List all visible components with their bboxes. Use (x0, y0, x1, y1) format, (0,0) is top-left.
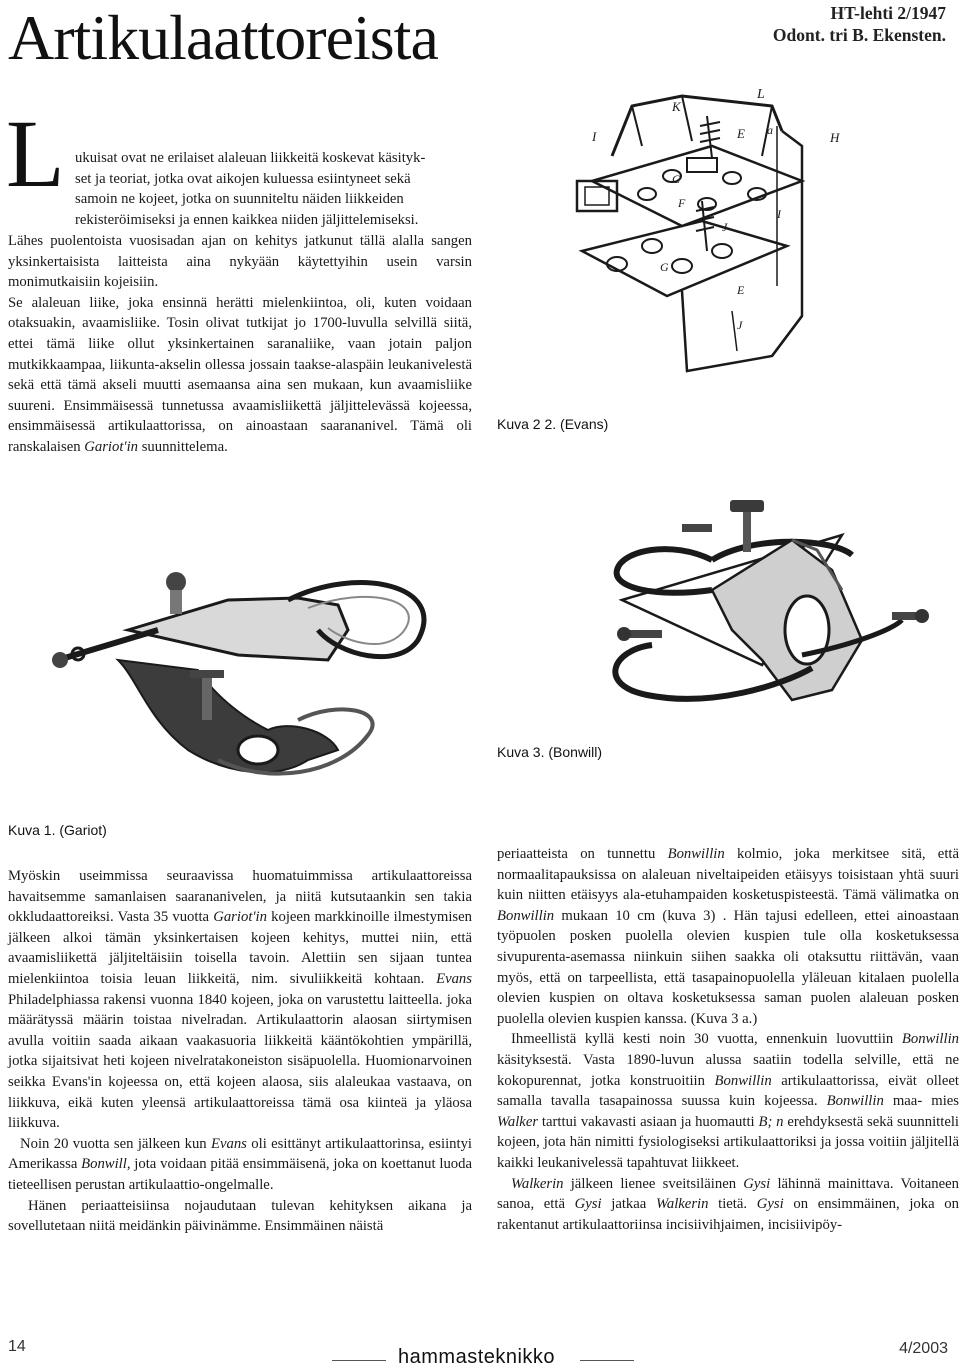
left-column (8, 866, 472, 1237)
name-bonwill: Bonwill, (81, 1156, 131, 1173)
text-run: lähinnä mainittava. Voitaneen sanoa, että (497, 1175, 959, 1213)
name-walker: Walker (497, 1113, 539, 1130)
intro-line: set ja teoriat, jotka ovat aikojen kuluessa esiintyneet sekä (75, 170, 411, 187)
left-paragraph-2 (8, 1134, 472, 1196)
text-run: Noin 20 vuotta sen jälkeen kun (20, 1135, 211, 1152)
issue-line-author: Odont. tri B. Ekensten. (772, 25, 946, 45)
name-bonwill: Bonwillin (901, 1031, 959, 1048)
name-bonwill: Bonwillin (667, 846, 725, 862)
text-run: on ensimmäinen, joka on rakentanut artikulaattoriinsa incisiivihjaimen, incisiivipöy- (497, 1196, 959, 1233)
text-run: Philadelphiassa rakensi vuonna 1840 kojeen, joka on varustettu laitteella. joka määrätyssä määrin toistaa nivelradan. Artikulaattorin alaosan siirtymisen avulla voitiin saada aikaan vaakasuoria liikkeitä kääntökohtien ympärillä, jotka sijaitsivat heti kojeen nivelratakoneiston sisäpuolella. Huomionarvoinen seikka Evans'in kojeessa on, että kojeen alaosa, siis alaleukaa vastaava, on liikkuva, eikä kuten yleensä artikulaattoreissa tämä osa kiinteä ja yläosa liikkuva. (8, 991, 472, 1132)
fig2-label: L (757, 87, 765, 102)
name-bonwill: Bonwillin (826, 1093, 884, 1110)
text-run: jatkaa (601, 1196, 656, 1213)
name-gysi: Gysi (756, 1196, 784, 1213)
name-gysi: Gysi (743, 1175, 771, 1192)
intro-line: rekisteröimiseksi ja ennen kaikkea niiden jäljittelemiseksi. (75, 211, 419, 228)
text-run: kojeen markkinoille ilmestymisen jälkeen alkoi tämän yksinkertaisen kojeen kehitys, muttei niin, että avaamisliikettä jäljiteltäisiin toisella tavoin. Alettiin sen sijaan tuntea mielenkiintoa toisia leuan liikkeitä, nim. sivuliikkeitä kohtaan. (8, 909, 472, 987)
intro-paragraph-1-rest: Lähes puolentoista vuosisadan ajan on kehitys jatkunut tällä alalla sangen yksinkertaisista laitteista aina nykyään käytettyihin usein varsin monimutkaisiin kojeisiin. (8, 233, 472, 291)
intro-indented-lines (75, 148, 472, 230)
name-gysi: Gysi (574, 1196, 602, 1213)
name-walker: Walkerin (655, 1196, 709, 1213)
fig2-label: F (678, 196, 686, 210)
fig2-label: E (737, 283, 745, 297)
name-walker: Walkerin (511, 1175, 564, 1192)
name-bonwill: Bonwillin (497, 907, 555, 924)
text-run: kolmio, joka merkitsee sitä, että normaalitapauksissa on alaleuan niveltaipeiden etäisyys toisistaan yhtä suuri kuin niitten etäisyys ala-etuhampaiden kosketuspisteestä. Tämä välimatka on (497, 846, 960, 904)
fig2-label: C (672, 172, 681, 186)
intro-body (8, 231, 472, 458)
drop-cap: L (6, 100, 65, 207)
magazine-logo: hammasteknikko (398, 1346, 556, 1368)
text-run: jota voidaan pitää ensimmäisenä, joka on koettanut luoda tieteellisen perustan artikulaattio-ongelmalle. (8, 1156, 472, 1193)
text-run: käsityksestä. Vasta 1890-luvun alussa saatiin todella selville, että ne kokopurennat, jotka konstruoitiin (497, 1051, 959, 1089)
text-run: periaatteista on tunnettu (497, 846, 668, 862)
name-bonwill: Bonwillin (714, 1072, 772, 1089)
name-evans: Evans (211, 1135, 247, 1152)
text-run: Ihmeellistä kyllä kesti noin 30 vuotta, ennenkuin luovuttiin (511, 1031, 902, 1048)
text-run: jälkeen lienee sveitsiläinen (563, 1175, 744, 1192)
figure-bonwill-articulator (562, 480, 954, 738)
footer-rule-left (332, 1360, 386, 1361)
right-column (497, 844, 959, 1235)
fig2-label: J (737, 318, 743, 332)
right-paragraph-3 (497, 1174, 959, 1236)
fig2-label: I (592, 129, 597, 144)
text-run: suunnittelema. (138, 438, 228, 455)
text-run: mukaan 10 cm (kuva 3) . Hän tajusi edelleen, ettei ainoastaan työpuolen posken puolella olevien kuspien tule olla kosketuksessa sivupurenta-asemassa niinkuin siihen saakka oli otaksuttu riittävän, vaan myös, että on tarpeellista, että tasapainopuolella yläleuan kitalaen puolella olevien kuspien on oltava kosketuksessa saman puolen alaleuan posken puolella olevien kuspien kanssa. (Kuva 3 a.) (497, 907, 959, 1027)
text-run: erehdyksestä sekä suunnitteli kojeen, jota hän nimitti fysiologiseksi artikulaattoriksi ja jossa voitiin jäljitellä kaikki leukanivelessä tapahtuvat liikkeet. (497, 1113, 959, 1171)
name-bonwill-abbrev: B; n (758, 1113, 784, 1130)
fig2-label: J (722, 220, 728, 234)
right-paragraph-2 (497, 1029, 959, 1173)
text-run: maa- mies (883, 1093, 960, 1110)
footer-rule-right (580, 1360, 634, 1361)
fig2-label: E (737, 126, 745, 141)
issue-info (773, 2, 946, 46)
intro-line: samoin ne kojeet, jotka on suunniteltu näiden liikkeiden (75, 191, 404, 208)
name-gariot: Gariot'in (213, 909, 267, 926)
figure-gariot-articulator (38, 560, 530, 800)
figure-3-caption: Kuva 3. (Bonwill) (497, 744, 603, 760)
text-run: tietä. (708, 1196, 757, 1213)
left-paragraph-1 (8, 866, 472, 1134)
fig2-label: a (767, 123, 773, 137)
figure-2-caption: Kuva 2 2. (Evans) (497, 416, 609, 432)
figure-evans-articulator (572, 86, 868, 402)
left-paragraph-3: Hänen periaatteisiinsa nojaudutaan tulevan kehityksen aikana ja sovellutetaan niitä meidänkin päivinämme. Ensimmäinen näistä (8, 1197, 472, 1235)
figure-1-caption: Kuva 1. (Gariot) (8, 822, 107, 838)
article-title: Artikulaattoreista (8, 2, 438, 73)
name-gariot: Gariot'in (84, 438, 139, 455)
name-evans: Evans (436, 970, 472, 987)
text-run: tarttui vakavasti asiaan ja huomautti (538, 1113, 759, 1130)
page-number: 14 (8, 1338, 26, 1355)
footer-issue: 4/2003 (899, 1340, 948, 1357)
text-run: artikulaattorissa, eivät olleet samalla tavalla tasapainossa suussa kuin kojeessa. (497, 1072, 959, 1110)
fig2-label: I (777, 207, 781, 221)
right-paragraph-1 (497, 844, 959, 1029)
issue-line-journal: HT-lehti 2/1947 (830, 3, 946, 23)
text-run: Myöskin useimmissa seuraavissa huomatuimmissa artikulaattoreissa havaitsemme samanlaisen saarananivelen, ja niitä kutsutaankin sen takia okkludaattoreiksi. Vasta 35 vuotta (8, 868, 472, 926)
fig2-label: G (660, 260, 669, 274)
intro-paragraph-2 (8, 293, 472, 458)
text-run: Se alaleuan liike, joka ensinnä herätti mielenkiintoa, oli, kuten voidaan otaksuakin, avaamisliike. Tosin olivat tutkijat jo 1700-luvulla selvillä siitä, ettei tämä liike ollut yksinkertainen saranaliike, vaan jotain paljon mutkikkaampaa, liikunta-akselin ollessa jossain taakse-alaspäin leukanivelestä sekä että tämä akseli muutti asemaansa aina sen mukaan, kun avaamisliike suureni. Ensimmäisessä tunnetussa avaamisliikettä jäljittelevässä kojeessa, ensimmäisessä artikulaattorissa, on ainoastaan saarananivel. Tämä oli ranskalaisen (8, 294, 472, 455)
text-run: oli esittänyt artikulaattorinsa, esiintyi Amerikassa (8, 1135, 472, 1173)
intro-line: ukuisat ovat ne erilaiset alaleuan liikkeitä koskevat käsityk- (75, 150, 426, 166)
fig2-label: H (830, 130, 840, 145)
fig2-label: K (672, 99, 681, 114)
